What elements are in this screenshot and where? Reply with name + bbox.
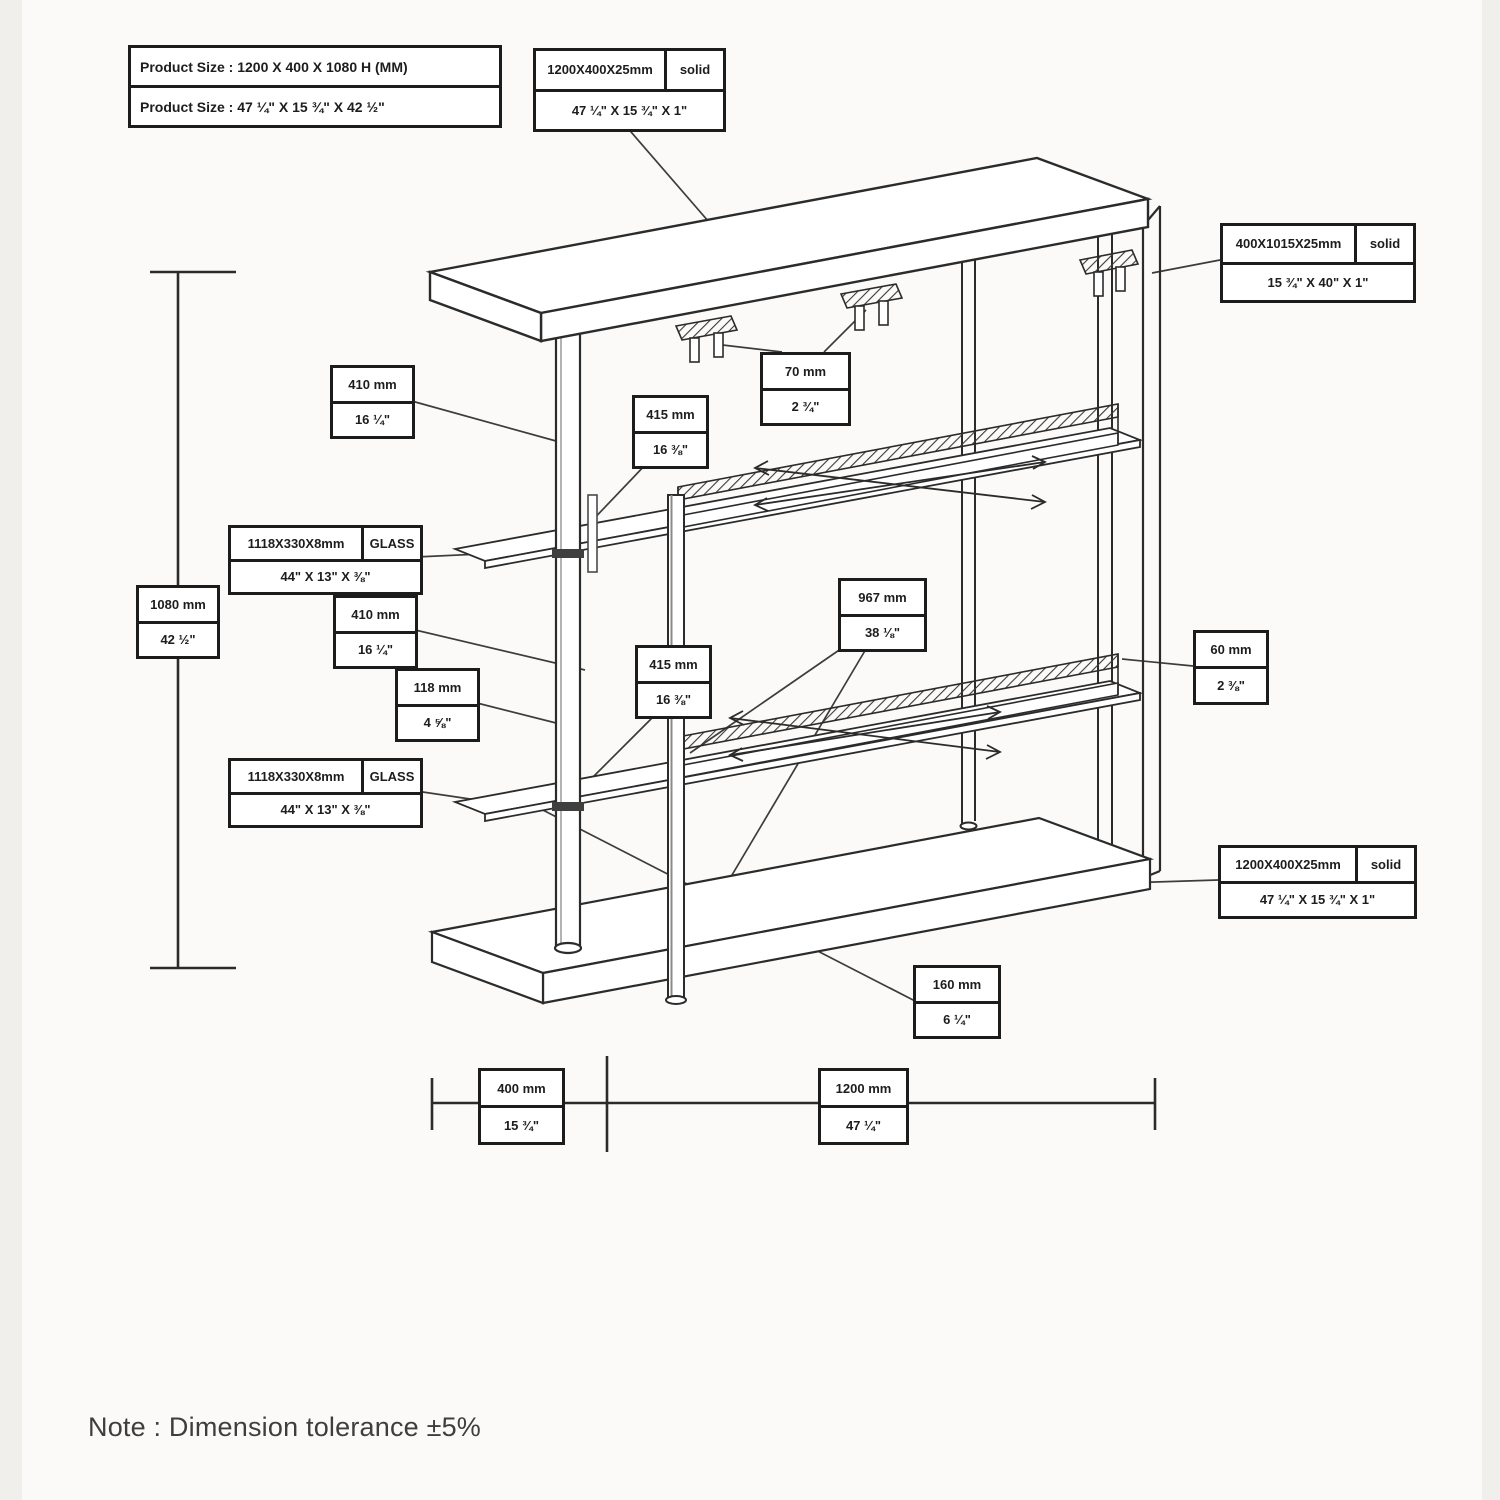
dim-inch: 2 ¾" (791, 399, 820, 415)
dim-mm: 400 mm (481, 1071, 562, 1108)
shelf-clamp-upper (552, 549, 584, 558)
bom-top-mm: 1200X400X25mm (536, 51, 667, 89)
back-pole-left (961, 253, 977, 830)
dim-mm: 1080 mm (139, 588, 217, 624)
dim-inch: 42 ½" (160, 632, 196, 648)
bom-top-material: solid (679, 62, 711, 78)
shelf-clamp-lower (552, 802, 584, 811)
dim-967-box (838, 578, 927, 652)
product-size-mm: Product Size : 1200 X 400 X 1080 H (MM) (131, 48, 499, 88)
dim-inch: 16 ¼" (354, 412, 391, 428)
dim-1200-box (818, 1068, 909, 1145)
dim-160-box (913, 965, 1001, 1039)
dim-415-lower-box (635, 645, 712, 719)
glass-upper-inch: 44" X 13" X ⅜" (280, 569, 371, 585)
glass-lower-material: GLASS (369, 768, 415, 784)
dim-415-upper-box (632, 395, 709, 469)
bom-base-material: solid (1370, 856, 1402, 872)
bom-glass-upper-box (228, 525, 423, 595)
bom-side-inch: 15 ¾" X 40" X 1" (1267, 274, 1369, 290)
glass-lower-inch: 44" X 13" X ⅜" (280, 802, 371, 818)
bom-side-material: solid (1369, 236, 1401, 252)
bom-side-mm: 400X1015X25mm (1223, 226, 1357, 262)
side-panel (1143, 206, 1160, 878)
dim-mm: 70 mm (763, 355, 848, 391)
dim-mm: 415 mm (638, 648, 709, 684)
base-panel (432, 818, 1150, 1003)
shelf-support-rod (588, 495, 597, 572)
dim-mm: 1200 mm (821, 1071, 906, 1108)
dim-mm: 410 mm (333, 368, 412, 404)
back-pole-right (1097, 228, 1113, 852)
drawer-slide-upper (678, 404, 1118, 528)
glass-upper-mm: 1118X330X8mm (231, 528, 364, 559)
bom-side-panel-box (1220, 223, 1416, 303)
dim-mm: 967 mm (841, 581, 924, 617)
mounting-bracket-2 (841, 284, 902, 330)
dim-400-box (478, 1068, 565, 1145)
dim-1080-box (136, 585, 220, 659)
dim-inch: 4 ⅝" (423, 715, 452, 731)
bom-top-panel-box (533, 48, 726, 132)
dim-inch: 16 ¼" (357, 642, 394, 658)
dim-inch: 16 ⅜" (652, 442, 689, 458)
dim-inch: 38 ⅛" (864, 625, 901, 641)
bom-base-inch: 47 ¼" X 15 ¾" X 1" (1259, 892, 1376, 908)
dim-mm: 410 mm (336, 598, 415, 634)
dim-inch: 15 ¾" (503, 1117, 540, 1133)
dim-inch: 16 ⅜" (655, 692, 692, 708)
dim-410-upper-box (330, 365, 415, 439)
glass-lower-mm: 1118X330X8mm (231, 761, 364, 792)
product-size-box (128, 45, 502, 128)
dim-inch: 47 ¼" (845, 1117, 882, 1133)
glass-upper-material: GLASS (369, 535, 415, 551)
bom-top-inch: 47 ¼" X 15 ¾" X 1" (571, 102, 688, 118)
mounting-bracket-3 (1080, 250, 1138, 296)
dim-410-lower-box (333, 595, 418, 669)
bom-glass-lower-box (228, 758, 423, 828)
dim-70-box (760, 352, 851, 426)
front-pole-middle (666, 495, 686, 1004)
dim-mm: 118 mm (398, 671, 477, 707)
product-size-inch: Product Size : 47 ¼" X 15 ¾" X 42 ½" (140, 98, 385, 115)
dim-inch: 6 ¼" (943, 1012, 971, 1028)
dim-mm: 60 mm (1196, 633, 1266, 669)
tolerance-note: Note : Dimension tolerance ±5% (88, 1412, 482, 1442)
front-pole-left (552, 332, 584, 953)
dim-mm: 415 mm (635, 398, 706, 434)
top-panel (430, 158, 1148, 341)
dim-60-box (1193, 630, 1269, 705)
dim-118-box (395, 668, 480, 742)
bom-base-mm: 1200X400X25mm (1221, 848, 1358, 881)
mounting-bracket-1 (676, 316, 737, 362)
dim-mm: 160 mm (916, 968, 998, 1004)
bom-base-panel-box (1218, 845, 1417, 919)
dim-inch: 2 ⅜" (1217, 678, 1245, 693)
